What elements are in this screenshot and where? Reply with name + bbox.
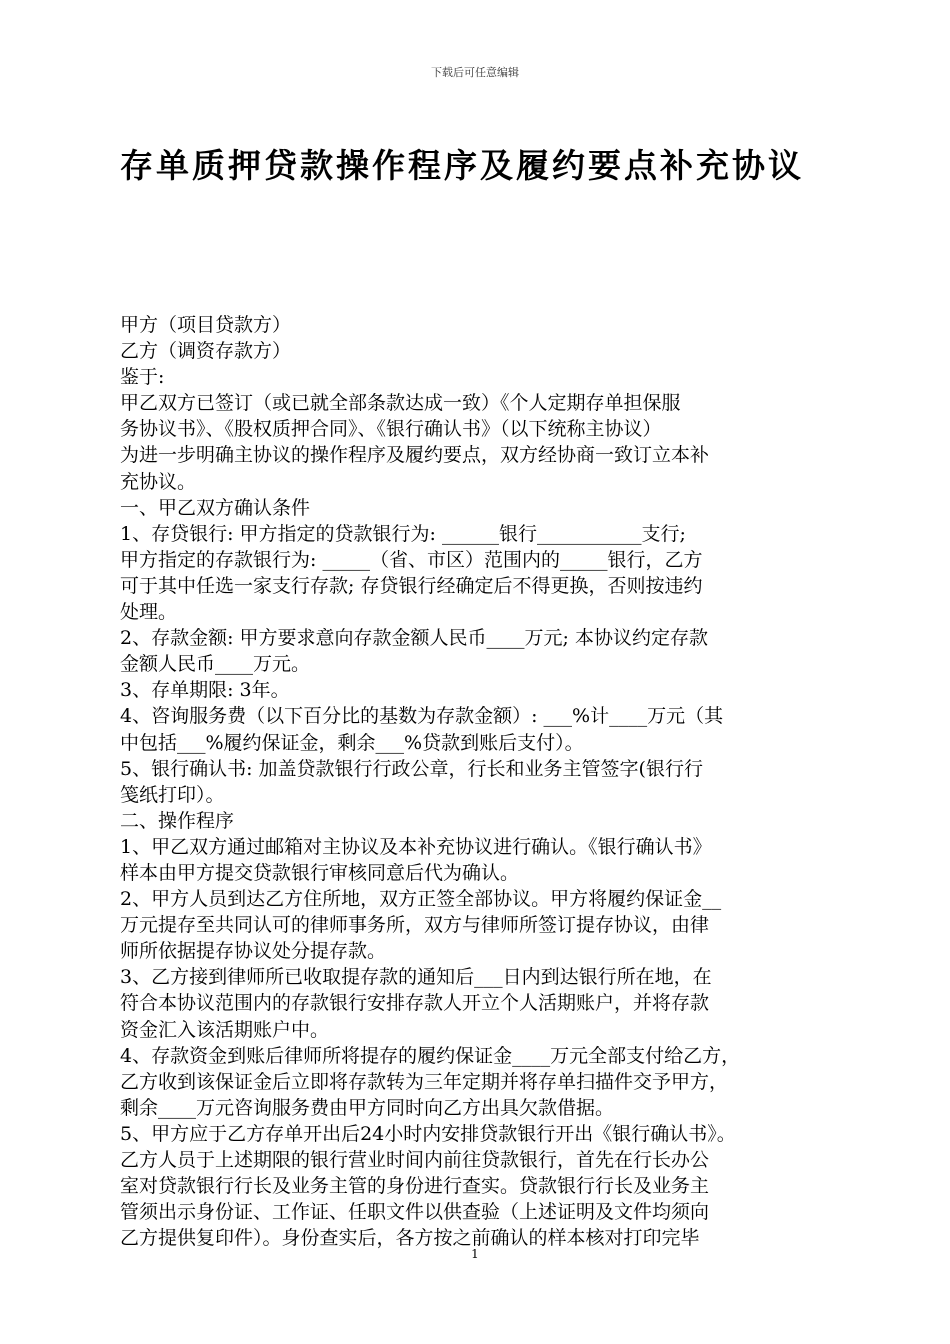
text-line: 为进一步明确主协议的操作程序及履约要点，双方经协商一致订立本补 (120, 444, 710, 467)
text-line: 笺纸打印）。 (120, 783, 225, 806)
text-line: 一、甲乙双方确认条件 (120, 496, 311, 519)
text-line: 处理。 (120, 601, 178, 624)
text-line: 乙方人员于上述期限的银行营业时间内前往贷款银行，首先在行长办公 (120, 1149, 710, 1171)
document-title: 存单质押贷款操作程序及履约要点补充协议 (120, 146, 804, 185)
text-line: 二、操作程序 (120, 809, 235, 832)
text-line: 样本由甲方提交贷款银行审核同意后代为确认。 (120, 861, 520, 884)
text-line: 金额人民币____万元。 (120, 653, 311, 676)
text-line: 鉴于: (120, 366, 165, 389)
text-line: 甲方（项目贷款方） (120, 314, 292, 336)
text-line: 万元提存至共同认可的律师事务所，双方与律师所签订提存协议，由律 (120, 914, 710, 937)
text-line: 5、银行确认书: 加盖贷款银行行政公章，行长和业务主管签字(银行行 (120, 757, 703, 780)
text-line: 充协议。 (120, 470, 197, 493)
text-line: 2、甲方人员到达乙方住所地，双方正签全部协议。甲方将履约保证金__ (120, 888, 722, 911)
text-line: 务协议书》、《股权质押合同》、《银行确认书》（以下统称主协议） (120, 418, 662, 441)
text-line: 2、存款金额: 甲方要求意向存款金额人民币____万元; 本协议约定存款 (120, 627, 708, 650)
text-line: 中包括___%履约保证金，剩余___%贷款到账后支付）。 (120, 731, 584, 754)
text-line: 乙方提供复印件）。身份查实后，各方按之前确认的样本核对打印完毕 (120, 1227, 700, 1250)
text-line: 5、甲方应于乙方存单开出后24小时内安排贷款银行开出《银行确认书》。 (120, 1122, 736, 1145)
text-line: 乙方（调资存款方） (120, 340, 292, 363)
header-note: 下载后可任意编辑 (431, 66, 519, 79)
text-line: 4、存款资金到账后律师所将提存的履约保证金____万元全部支付给乙方， (120, 1044, 741, 1067)
text-line: 甲方指定的存款银行为: _____（省、市区）范围内的_____银行，乙方 (120, 548, 703, 571)
document-body (120, 312, 840, 1251)
text-line: 可于其中任选一家支行存款; 存贷银行经确定后不得更换，否则按违约 (120, 574, 703, 597)
text-line: 1、甲乙双方通过邮箱对主协议及本补充协议进行确认。《银行确认书》 (120, 835, 712, 858)
text-line: 管须出示身份证、工作证、任职文件以供查验（上述证明及文件均须向 (120, 1201, 710, 1224)
text-line: 剩余____万元咨询服务费由甲方同时向乙方出具欠款借据。 (120, 1096, 615, 1119)
text-line: 4、咨询服务费（以下百分比的基数为存款金额）: ___%计____万元（其 (120, 705, 724, 728)
text-line: 甲乙双方已签订（或已就全部条款达成一致）《个人定期存单担保服 (120, 392, 681, 415)
text-line: 室对贷款银行行长及业务主管的身份进行查实。贷款银行行长及业务主 (120, 1175, 710, 1198)
text-line: 符合本协议范围内的存款银行安排存款人开立个人活期账户，并将存款 (120, 992, 710, 1015)
text-line: 乙方收到该保证金后立即将存款转为三年定期并将存单扫描件交予甲方， (120, 1070, 729, 1093)
page-number: 1 (471, 1247, 479, 1261)
text-line: 师所依据提存协议处分提存款。 (120, 940, 387, 963)
text-line: 3、存单期限: 3年。 (120, 679, 290, 702)
text-line: 3、乙方接到律师所已收取提存款的通知后___日内到达银行所在地，在 (120, 966, 712, 989)
text-line: 资金汇入该活期账户中。 (120, 1018, 330, 1041)
text-line: 1、存贷银行: 甲方指定的贷款银行为: ______银行___________支行; (120, 522, 686, 545)
